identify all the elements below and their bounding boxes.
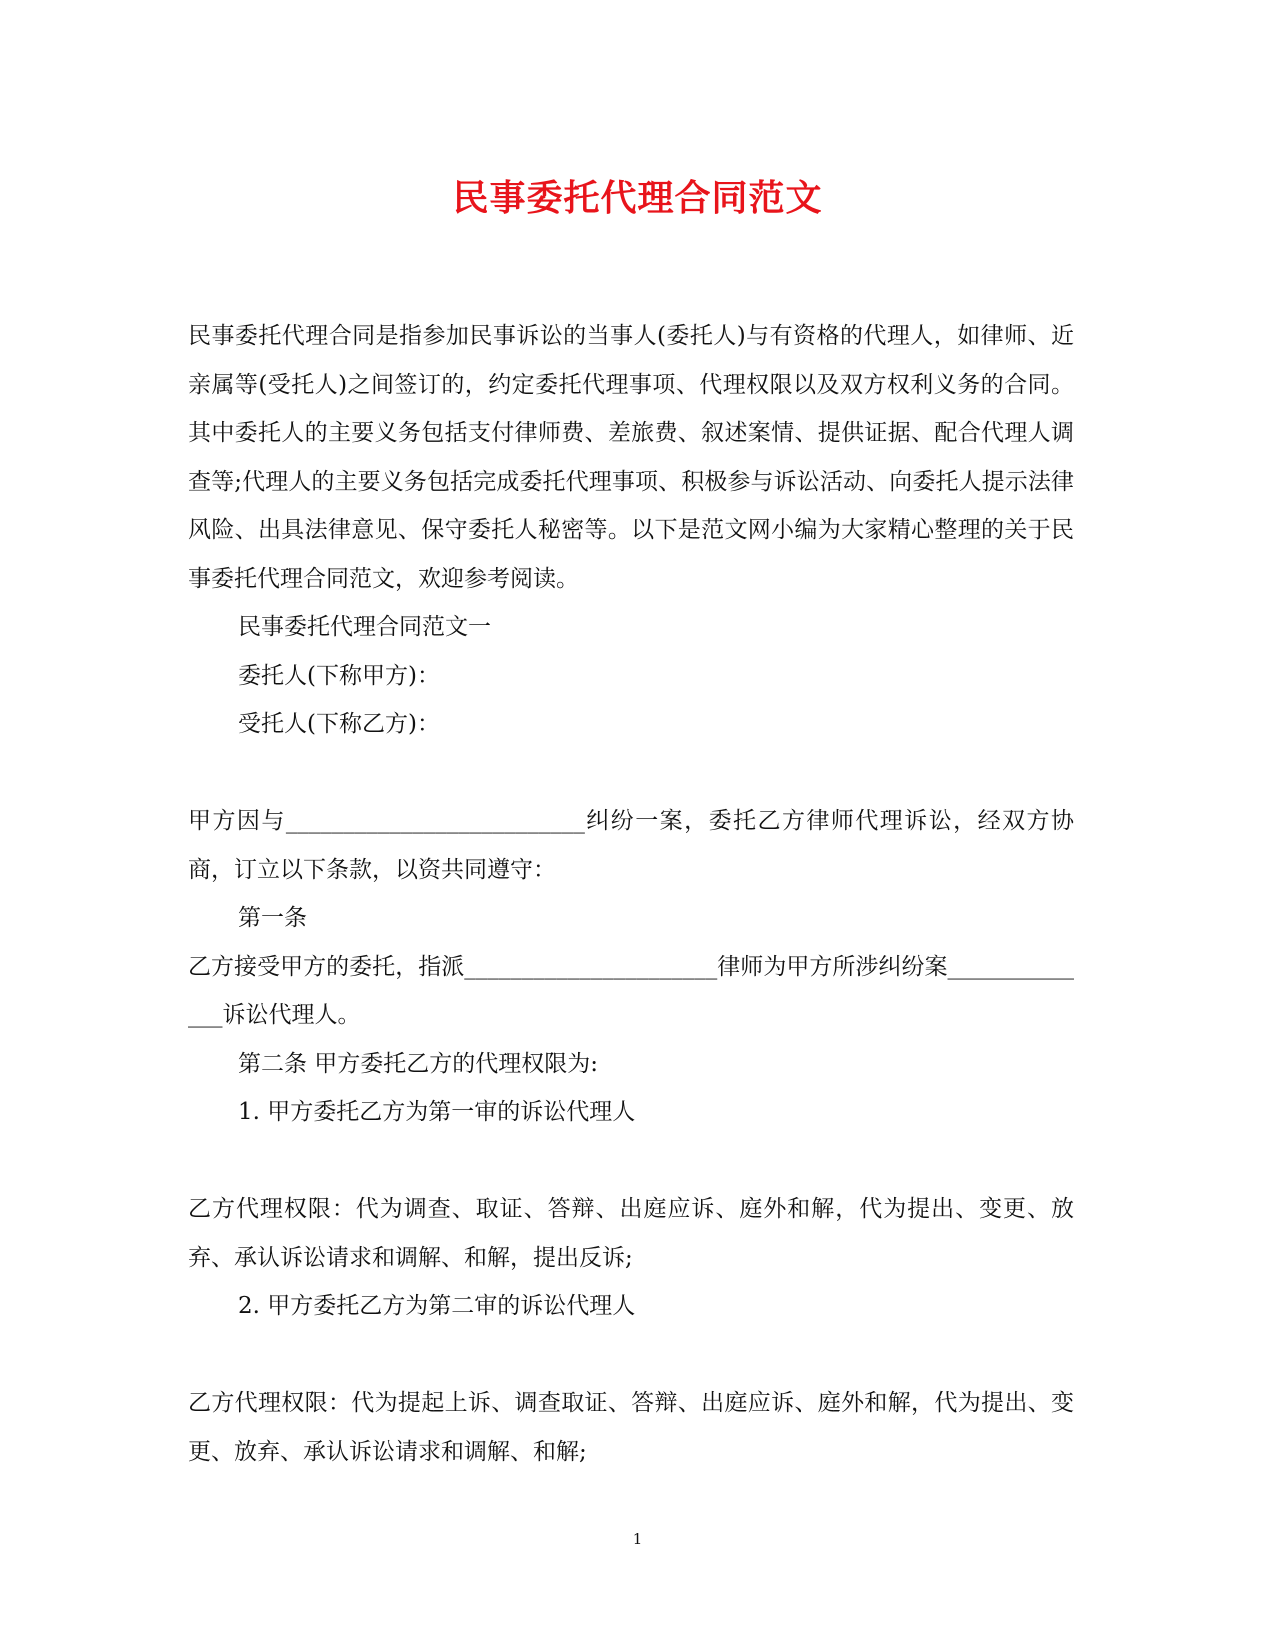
spacer [188, 1137, 1074, 1186]
page-number: 1 [632, 1530, 643, 1548]
spacer [188, 1331, 1074, 1380]
article2-heading: 第二条 甲方委托乙方的代理权限为: [238, 1050, 599, 1077]
intro-paragraph: 民事委托代理合同是指参加民事诉讼的当事人(委托人)与有资格的代理人，如律师、近亲属等(受托人)之间签订的，约定委托代理事项、代理权限以及双方权利义务的合同。其中委托人的主要义务包括支付律师费、差旅费、叙述案情、提供证据、配合代理人调查等;代理人的主要义务包括完成委托代理事项、积极参与诉讼活动、向委托人提示法律风险、出具法律意见、保守委托人秘密等。以下是范文网小编为大家精心整理的关于民事委托代理合同范文，欢迎参考阅读。 [188, 323, 1074, 592]
party-b-line: 受托人(下称乙方)： [238, 711, 440, 737]
article1-heading: 第一条 [238, 905, 307, 931]
item2-scope: 乙方代理权限：代为提起上诉、调查取证、答辩、出庭应诉、庭外和解，代为提出、变更、放弃、承认诉讼请求和调解、和解; [188, 1390, 1074, 1465]
case-paragraph: 甲方因与__________________________纠纷一案，委托乙方律师代理诉讼，经双方协商，订立以下条款，以资共同遵守： [188, 808, 1074, 883]
item1-line: 1. 甲方委托乙方为第一审的诉讼代理人 [238, 1099, 636, 1125]
item2-line: 2. 甲方委托乙方为第二审的诉讼代理人 [238, 1293, 636, 1319]
section-title: 民事委托代理合同范文一 [238, 614, 491, 640]
article1-text: 乙方接受甲方的委托，指派______________________律师为甲方所涉纠纷案______________诉讼代理人。 [188, 953, 1074, 1028]
party-a-line: 委托人(下称甲方)： [238, 662, 440, 689]
document-title: 民事委托代理合同范文 [452, 178, 823, 219]
item1-scope: 乙方代理权限：代为调查、取证、答辩、出庭应诉、庭外和解，代为提出、变更、放弃、承认诉讼请求和调解、和解，提出反诉; [188, 1196, 1074, 1271]
document-body [188, 312, 1074, 1476]
spacer [188, 749, 1074, 798]
